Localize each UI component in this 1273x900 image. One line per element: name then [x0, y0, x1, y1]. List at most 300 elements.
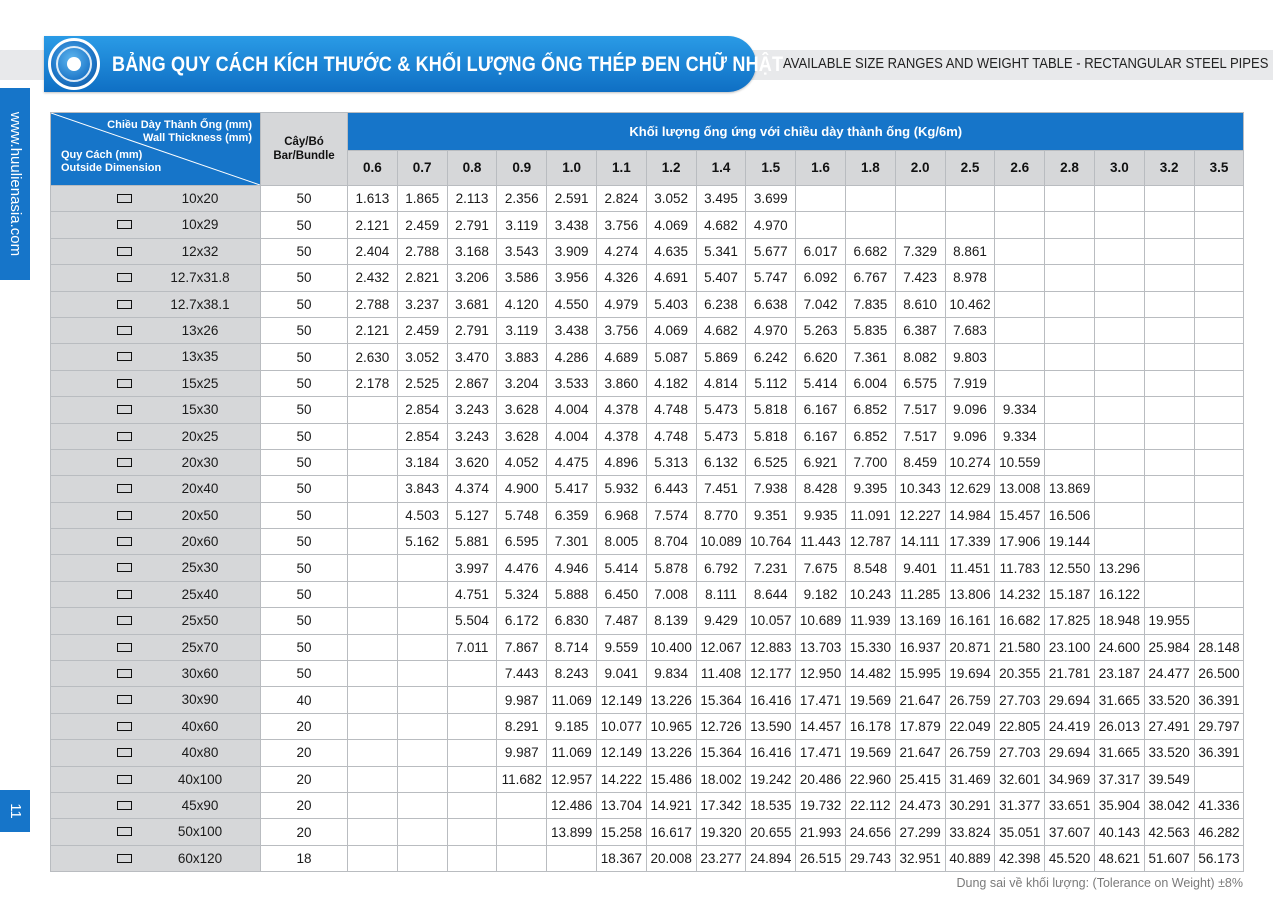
bundle-header [261, 113, 348, 186]
weight-cell: 9.096 [945, 423, 995, 449]
weight-cell: 9.803 [945, 344, 995, 370]
bundle-qty-cell: 50 [261, 397, 348, 423]
weight-cell [1045, 370, 1095, 396]
weight-cell: 11.939 [845, 608, 895, 634]
bundle-qty-cell: 50 [261, 238, 348, 264]
weight-cell: 2.791 [447, 317, 497, 343]
thickness-header-cell: 1.6 [796, 150, 846, 186]
weight-cell: 14.232 [995, 581, 1045, 607]
weight-cell: 7.451 [696, 476, 746, 502]
weight-cell: 29.743 [845, 845, 895, 871]
weight-cell: 12.950 [796, 661, 846, 687]
weight-cell: 6.525 [746, 449, 796, 475]
weight-cell [348, 476, 398, 502]
weight-cell: 2.788 [397, 238, 447, 264]
size-label: 13x35 [181, 349, 219, 365]
weight-cell: 36.391 [1194, 687, 1244, 713]
weight-cell: 13.899 [547, 819, 597, 845]
weight-cell: 4.900 [497, 476, 547, 502]
weight-cell [1045, 212, 1095, 238]
weight-cell: 4.814 [696, 370, 746, 396]
weight-cell: 15.258 [596, 819, 646, 845]
weight-cell [1144, 212, 1194, 238]
weight-cell: 26.759 [945, 740, 995, 766]
weight-cell: 25.415 [895, 766, 945, 792]
weight-cell: 16.416 [746, 740, 796, 766]
thickness-header-cell: 1.2 [646, 150, 696, 186]
weight-cell [1194, 502, 1244, 528]
weight-cell: 3.243 [447, 397, 497, 423]
thickness-header-cell: 1.1 [596, 150, 646, 186]
weight-cell: 6.004 [845, 370, 895, 396]
size-label: 20x30 [181, 454, 219, 470]
weight-cell [497, 792, 547, 818]
weight-cell: 29.694 [1045, 740, 1095, 766]
weight-cell [1045, 344, 1095, 370]
weight-cell: 4.635 [646, 238, 696, 264]
weight-cell: 18.367 [596, 845, 646, 871]
table-row [51, 370, 1244, 396]
weight-cell [796, 186, 846, 212]
weight-cell [348, 449, 398, 475]
weight-cell: 14.111 [895, 529, 945, 555]
weight-cell: 48.621 [1094, 845, 1144, 871]
weight-cell: 9.096 [945, 397, 995, 423]
weight-cell [945, 212, 995, 238]
weight-cell: 4.682 [696, 212, 746, 238]
weight-cell: 14.482 [845, 661, 895, 687]
size-label: 15x30 [181, 402, 219, 418]
weight-cell: 5.324 [497, 581, 547, 607]
weight-cell: 29.694 [1045, 687, 1095, 713]
weight-cell: 5.112 [746, 370, 796, 396]
weight-cell: 8.243 [547, 661, 597, 687]
weight-cell [995, 344, 1045, 370]
weight-cell: 16.617 [646, 819, 696, 845]
weight-cell: 5.087 [646, 344, 696, 370]
weight-cell: 22.805 [995, 713, 1045, 739]
size-label: 50x100 [177, 824, 223, 840]
weight-cell: 3.756 [596, 212, 646, 238]
bundle-qty-cell: 50 [261, 449, 348, 475]
weight-cell: 5.417 [547, 476, 597, 502]
weight-cell: 4.682 [696, 317, 746, 343]
weight-cell: 4.120 [497, 291, 547, 317]
weight-cell: 7.517 [895, 423, 945, 449]
weight-cell: 7.231 [746, 555, 796, 581]
weight-cell: 8.082 [895, 344, 945, 370]
weight-cell: 8.111 [696, 581, 746, 607]
size-label: 40x80 [181, 745, 219, 761]
weight-cell [348, 792, 398, 818]
weight-cell: 4.378 [596, 397, 646, 423]
weight-cell: 5.414 [596, 555, 646, 581]
weight-cell: 7.574 [646, 502, 696, 528]
weight-cell [1194, 238, 1244, 264]
weight-cell: 2.630 [348, 344, 398, 370]
weight-cell [1144, 502, 1194, 528]
weight-cell: 7.487 [596, 608, 646, 634]
size-label: 40x60 [181, 718, 219, 734]
page-subtitle-english: AVAILABLE SIZE RANGES AND WEIGHT TABLE - RECTANGULAR STEEL PIPES [783, 56, 1269, 72]
weight-cell: 15.364 [696, 687, 746, 713]
weight-cell: 4.896 [596, 449, 646, 475]
weight-cell: 4.004 [547, 397, 597, 423]
weight-cell: 12.149 [596, 740, 646, 766]
bundle-qty-cell: 50 [261, 476, 348, 502]
weight-cell [447, 740, 497, 766]
weight-cell: 9.559 [596, 634, 646, 660]
wall-thickness-label-en: Wall Thickness (mm) [142, 132, 252, 144]
weight-cell: 19.144 [1045, 529, 1095, 555]
weight-cell: 27.491 [1144, 713, 1194, 739]
bundle-qty-cell: 50 [261, 608, 348, 634]
rectangle-profile-icon [117, 643, 132, 652]
weight-cell [1094, 317, 1144, 343]
table-row [51, 581, 1244, 607]
weight-cell: 3.533 [547, 370, 597, 396]
weight-cell: 13.226 [646, 740, 696, 766]
weight-cell: 6.387 [895, 317, 945, 343]
weight-cell: 21.647 [895, 687, 945, 713]
weight-cell: 42.563 [1144, 819, 1194, 845]
weight-cell: 21.580 [995, 634, 1045, 660]
weight-cell: 13.869 [1045, 476, 1095, 502]
weight-cell [1144, 317, 1194, 343]
weight-cell: 3.052 [646, 186, 696, 212]
weight-cell: 32.951 [895, 845, 945, 871]
size-label: 30x90 [181, 692, 219, 708]
weight-cell: 8.978 [945, 265, 995, 291]
weight-cell [1144, 449, 1194, 475]
size-cell [51, 845, 261, 871]
size-cell [51, 766, 261, 792]
weight-cell: 7.700 [845, 449, 895, 475]
weight-cell [845, 186, 895, 212]
weight-cell [1194, 265, 1244, 291]
weight-cell: 11.682 [497, 766, 547, 792]
size-cell [51, 819, 261, 845]
bundle-qty-cell: 50 [261, 423, 348, 449]
weight-cell: 16.122 [1094, 581, 1144, 607]
weight-cell [447, 766, 497, 792]
weight-cell: 6.595 [497, 529, 547, 555]
table-row [51, 819, 1244, 845]
weight-cell: 16.416 [746, 687, 796, 713]
size-cell [51, 687, 261, 713]
table-row [51, 423, 1244, 449]
weight-cell [1094, 449, 1144, 475]
weight-cell [447, 845, 497, 871]
weight-cell: 17.906 [995, 529, 1045, 555]
weight-cell: 8.548 [845, 555, 895, 581]
weight-cell: 12.787 [845, 529, 895, 555]
weight-cell: 11.285 [895, 581, 945, 607]
weight-cell: 12.149 [596, 687, 646, 713]
weight-cell: 37.607 [1045, 819, 1095, 845]
weight-cell [995, 186, 1045, 212]
weight-cell: 10.965 [646, 713, 696, 739]
weight-cell: 21.781 [1045, 661, 1095, 687]
weight-cell: 18.002 [696, 766, 746, 792]
weight-cell: 21.993 [796, 819, 846, 845]
weight-cell: 5.473 [696, 423, 746, 449]
weight-cell [348, 766, 398, 792]
weight-cell: 15.187 [1045, 581, 1095, 607]
weight-cell: 10.243 [845, 581, 895, 607]
weight-cell: 4.550 [547, 291, 597, 317]
weight-cell: 3.628 [497, 397, 547, 423]
size-label: 12.7x31.8 [170, 270, 230, 286]
weight-cell: 3.586 [497, 265, 547, 291]
weight-cell: 19.242 [746, 766, 796, 792]
weight-cell: 31.469 [945, 766, 995, 792]
weight-cell [397, 687, 447, 713]
weight-cell: 19.569 [845, 740, 895, 766]
weight-cell: 31.665 [1094, 740, 1144, 766]
rectangle-profile-icon [117, 194, 132, 203]
weight-cell: 2.791 [447, 212, 497, 238]
weight-cell [1045, 291, 1095, 317]
weight-cell [1144, 370, 1194, 396]
size-cell [51, 291, 261, 317]
weight-cell: 6.852 [845, 397, 895, 423]
weight-cell [1144, 265, 1194, 291]
weight-cell: 4.274 [596, 238, 646, 264]
weight-cell: 2.178 [348, 370, 398, 396]
table-row [51, 186, 1244, 212]
size-cell [51, 238, 261, 264]
weight-cell [1094, 423, 1144, 449]
weight-cell: 26.013 [1094, 713, 1144, 739]
size-label: 60x120 [177, 850, 223, 866]
weight-cell: 4.069 [646, 212, 696, 238]
weight-cell [1144, 238, 1194, 264]
weight-cell: 4.748 [646, 397, 696, 423]
tolerance-note: Dung sai về khối lượng: (Tolerance on Weight) ±8% [956, 876, 1243, 890]
weight-cell: 7.683 [945, 317, 995, 343]
weight-cell: 11.443 [796, 529, 846, 555]
size-label: 20x40 [181, 481, 219, 497]
weight-cell: 7.835 [845, 291, 895, 317]
weight-cell: 6.620 [796, 344, 846, 370]
page-title: BẢNG QUY CÁCH KÍCH THƯỚC & KHỐI LƯỢNG ỐNG THÉP ĐEN CHỮ NHẬT [112, 53, 784, 76]
weight-cell: 9.185 [547, 713, 597, 739]
weight-cell: 2.113 [447, 186, 497, 212]
rectangle-profile-icon [117, 669, 132, 678]
weight-cell: 33.824 [945, 819, 995, 845]
thickness-header-cell: 1.8 [845, 150, 895, 186]
weight-cell: 6.443 [646, 476, 696, 502]
thickness-header-cell: 0.9 [497, 150, 547, 186]
weight-cell [1045, 186, 1095, 212]
weight-cell [1194, 186, 1244, 212]
weight-cell: 18.535 [746, 792, 796, 818]
size-cell [51, 555, 261, 581]
weight-cell [348, 661, 398, 687]
weight-cell [1194, 766, 1244, 792]
table-row [51, 317, 1244, 343]
weight-cell: 3.184 [397, 449, 447, 475]
weight-cell: 23.100 [1045, 634, 1095, 660]
size-cell [51, 265, 261, 291]
weight-cell: 3.628 [497, 423, 547, 449]
weight-cell: 9.987 [497, 740, 547, 766]
weight-cell: 12.957 [547, 766, 597, 792]
weight-cell: 24.600 [1094, 634, 1144, 660]
weight-cell [1094, 529, 1144, 555]
weight-cell: 7.301 [547, 529, 597, 555]
bundle-qty-cell: 18 [261, 845, 348, 871]
bundle-qty-cell: 50 [261, 291, 348, 317]
thickness-header-cell: 0.7 [397, 150, 447, 186]
thickness-header-cell: 0.8 [447, 150, 497, 186]
size-cell [51, 713, 261, 739]
weight-cell: 1.865 [397, 186, 447, 212]
weight-cell: 4.970 [746, 212, 796, 238]
weight-cell [348, 819, 398, 845]
weight-cell: 32.601 [995, 766, 1045, 792]
rectangle-profile-icon [117, 300, 132, 309]
size-label: 12x32 [181, 243, 219, 259]
weight-cell: 6.921 [796, 449, 846, 475]
weight-cell: 33.651 [1045, 792, 1095, 818]
weight-cell [1094, 186, 1144, 212]
weight-cell: 11.783 [995, 555, 1045, 581]
weight-cell: 3.204 [497, 370, 547, 396]
weight-cell: 13.226 [646, 687, 696, 713]
weight-cell: 9.401 [895, 555, 945, 581]
weight-cell: 15.486 [646, 766, 696, 792]
weight-cell: 7.443 [497, 661, 547, 687]
weight-cell [348, 634, 398, 660]
bundle-qty-cell: 50 [261, 212, 348, 238]
weight-cell [1094, 476, 1144, 502]
weight-cell: 6.575 [895, 370, 945, 396]
weight-cell: 19.955 [1144, 608, 1194, 634]
corner-header [51, 113, 261, 186]
rectangle-profile-icon [117, 748, 132, 757]
weight-cell: 4.689 [596, 344, 646, 370]
weight-cell [1194, 476, 1244, 502]
weight-cell [1194, 608, 1244, 634]
weight-cell [1194, 423, 1244, 449]
weight-cell: 11.451 [945, 555, 995, 581]
weight-cell [995, 212, 1045, 238]
thickness-header-cell: 2.8 [1045, 150, 1095, 186]
size-label: 40x100 [177, 771, 223, 787]
weight-cell: 7.361 [845, 344, 895, 370]
weight-cell: 5.818 [746, 423, 796, 449]
weight-cell: 11.069 [547, 687, 597, 713]
table-row [51, 555, 1244, 581]
weight-cell: 26.759 [945, 687, 995, 713]
table-row [51, 476, 1244, 502]
weight-cell: 2.525 [397, 370, 447, 396]
weight-cell [1144, 581, 1194, 607]
weight-cell [397, 845, 447, 871]
weight-cell [397, 792, 447, 818]
weight-cell: 22.112 [845, 792, 895, 818]
weight-cell: 22.960 [845, 766, 895, 792]
bundle-qty-cell: 20 [261, 740, 348, 766]
weight-cell: 12.629 [945, 476, 995, 502]
weight-cell: 6.852 [845, 423, 895, 449]
weight-cell: 33.520 [1144, 740, 1194, 766]
weight-cell [348, 845, 398, 871]
weight-cell: 3.843 [397, 476, 447, 502]
weight-cell [397, 634, 447, 660]
weight-cell [995, 265, 1045, 291]
weight-cell: 5.747 [746, 265, 796, 291]
weight-cell: 9.041 [596, 661, 646, 687]
weight-cell: 25.984 [1144, 634, 1194, 660]
weight-cell: 6.682 [845, 238, 895, 264]
weight-cell [397, 766, 447, 792]
weight-cell [1144, 423, 1194, 449]
weight-cell: 13.590 [746, 713, 796, 739]
weight-cell: 27.703 [995, 740, 1045, 766]
weight-cell: 2.356 [497, 186, 547, 212]
table-row [51, 740, 1244, 766]
table-row [51, 634, 1244, 660]
table-row [51, 687, 1244, 713]
rectangle-profile-icon [117, 722, 132, 731]
bundle-qty-cell: 50 [261, 634, 348, 660]
weight-cell [1045, 397, 1095, 423]
size-cell [51, 792, 261, 818]
weight-cell: 4.374 [447, 476, 497, 502]
weight-cell: 41.336 [1194, 792, 1244, 818]
size-cell [51, 370, 261, 396]
weight-cell: 2.459 [397, 212, 447, 238]
weight-cell: 5.835 [845, 317, 895, 343]
weight-cell [397, 740, 447, 766]
weight-cell [1094, 397, 1144, 423]
size-label: 20x50 [181, 507, 219, 523]
weight-cell: 14.921 [646, 792, 696, 818]
weight-cell: 16.937 [895, 634, 945, 660]
weight-cell [447, 661, 497, 687]
weight-cell: 33.520 [1144, 687, 1194, 713]
rectangle-profile-icon [117, 590, 132, 599]
weight-cell: 9.334 [995, 397, 1045, 423]
weight-cell: 14.222 [596, 766, 646, 792]
weight-cell: 36.391 [1194, 740, 1244, 766]
weight-cell: 3.997 [447, 555, 497, 581]
weight-cell: 13.806 [945, 581, 995, 607]
weight-cell: 38.042 [1144, 792, 1194, 818]
weight-cell: 2.121 [348, 212, 398, 238]
weight-header: Khối lượng ống ứng với chiều dày thành ống (Kg/6m) [348, 113, 1244, 151]
rectangular-pipe-spec-table [50, 112, 1244, 872]
size-cell [51, 397, 261, 423]
weight-cell: 15.364 [696, 740, 746, 766]
weight-cell: 4.286 [547, 344, 597, 370]
weight-cell: 31.377 [995, 792, 1045, 818]
weight-cell: 20.008 [646, 845, 696, 871]
weight-cell: 46.282 [1194, 819, 1244, 845]
weight-cell: 9.351 [746, 502, 796, 528]
bundle-qty-cell: 20 [261, 713, 348, 739]
weight-cell: 7.423 [895, 265, 945, 291]
weight-cell: 5.263 [796, 317, 846, 343]
weight-cell: 15.330 [845, 634, 895, 660]
bundle-qty-cell: 50 [261, 581, 348, 607]
weight-cell: 16.161 [945, 608, 995, 634]
weight-cell: 5.162 [397, 529, 447, 555]
weight-cell [1045, 317, 1095, 343]
